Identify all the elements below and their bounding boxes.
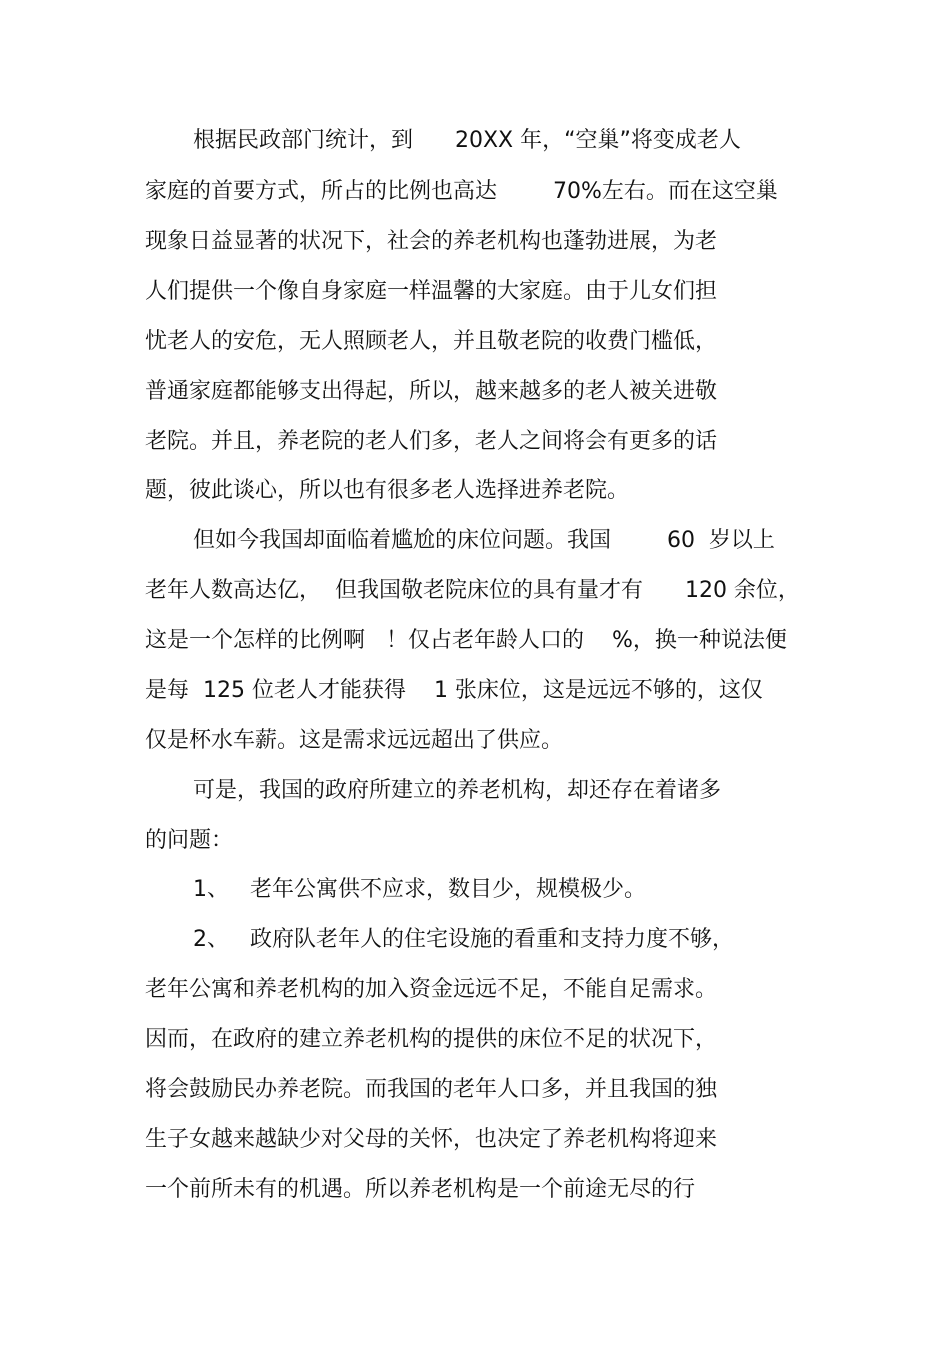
- text-line: 人们提供一个像自身家庭一样温馨的大家庭。由于儿女们担: [145, 279, 718, 304]
- text-line: 老年人数高达亿， 但我国敬老院床位的具有量才有 120 余位，: [145, 578, 800, 603]
- text-line: 但如今我国却面临着尴尬的床位问题。我国 60 岁以上: [193, 528, 775, 553]
- list-item: 2、 政府队老年人的住宅设施的看重和支持力度不够，: [193, 927, 734, 952]
- text-line: 家庭的首要方式，所占的比例也高达 70%左右。而在这空巢: [145, 179, 778, 204]
- text-line: 根据民政部门统计，到 20XX 年，“空巢”将变成老人: [193, 128, 741, 153]
- text-line: 一个前所未有的机遇。所以养老机构是一个前途无尽的行: [145, 1177, 696, 1202]
- text-line: 的问题：: [145, 828, 234, 853]
- text-line: 题，彼此谈心，所以也有很多老人选择进养老院。: [145, 478, 630, 503]
- text-line: 可是，我国的政府所建立的养老机构，却还存在着诸多: [193, 778, 722, 803]
- text-line: 将会鼓励民办养老院。而我国的老年人口多，并且我国的独: [145, 1077, 718, 1102]
- list-item: 1、 老年公寓供不应求，数目少，规模极少。: [193, 877, 646, 902]
- text-line: 普通家庭都能够支出得起，所以，越来越多的老人被关进敬: [145, 379, 718, 404]
- text-line: 这是一个怎样的比例啊 ！仅占老年龄人口的 %，换一种说法便: [145, 628, 787, 653]
- text-line: 因而，在政府的建立养老机构的提供的床位不足的状况下，: [145, 1027, 718, 1052]
- text-line: 是每 125 位老人才能获得 1 张床位，这是远远不够的，这仅: [145, 678, 763, 703]
- text-line: 老年公寓和养老机构的加入资金远远不足，不能自足需求。: [145, 977, 718, 1002]
- text-line: 老院。并且，养老院的老人们多，老人之间将会有更多的话: [145, 429, 718, 454]
- text-line: 现象日益显著的状况下，社会的养老机构也蓬勃进展，为老: [145, 229, 718, 254]
- text-line: 仅是杯水车薪。这是需求远远超出了供应。: [145, 728, 564, 753]
- text-line: 生子女越来越缺少对父母的关怀，也决定了养老机构将迎来: [145, 1127, 718, 1152]
- text-line: 忧老人的安危，无人照顾老人，并且敬老院的收费门槛低，: [145, 329, 718, 354]
